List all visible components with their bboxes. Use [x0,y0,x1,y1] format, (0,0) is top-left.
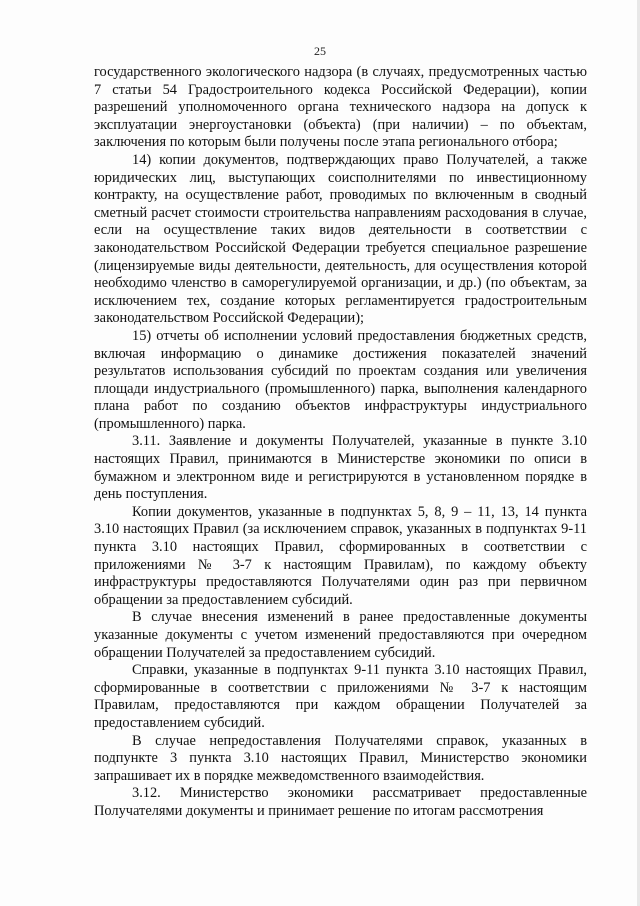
paragraph-item-14: 14) копии документов, подтверждающих право Получателей, а также юридических лиц, выступающих соисполнителями по инвестиционному контракту, на осуществление работ, проводимых по включенным в сводный сметный расчет стоимости строительства направлениям расходования в случае, если на осуществление таких видов деятельности в соответствии с законодательством Российской Федерации требуется специальное разрешение (лицензируемые виды деятельности, деятельность, для осуществления которой необходимо членство в саморегулируемой организации, и др.) (по объектам, за исключением тех, создание которых регламентируется градостроительным законодательством Российской Федерации); [94,151,587,327]
paragraph-changes: В случае внесения изменений в ранее предоставленные документы указанные документы с учетом изменений предоставляются при очередном обращении Получателей за предоставлением субсидий. [94,609,587,661]
paragraph-continuation: государственного экологического надзора (в случаях, предусмотренных частью 7 статьи 54 Градостроительного кодекса Российской Федерации), копии разрешений уполномоченного органа технического надзора на допуск к эксплуатации энергоустановки (объекта) (при наличии) – по объектам, заключения по которым были получены после этапа регионального отбора; [94,64,587,151]
document-body [94,64,587,821]
paragraph-item-15: 15) отчеты об исполнении условий предоставления бюджетных средств, включая информацию о динамике достижения показателей значений результатов использования субсидий по проектам создания или увеличения площади индустриального (промышленного) парка, выполнения календарного плана работ по созданию объектов инфраструктуры индустриального (промышленного) парка. [94,327,587,432]
paragraph-3-11: 3.11. Заявление и документы Получателей, указанные в пункте 3.10 настоящих Правил, принимаются в Министерстве экономики по описи в бумажном и электронном виде и регистрируются в установленном порядке в день поступления. [94,433,587,503]
paragraph-3-12: 3.12. Министерство экономики рассматривает предоставленные Получателями документы и принимает решение по итогам рассмотрения [94,785,587,819]
paragraph-copies: Копии документов, указанные в подпунктах 5, 8, 9 – 11, 13, 14 пункта 3.10 настоящих Правил (за исключением справок, указанных в подпунктах 9-11 пункта 3.10 настоящих Правил, сформированных в соответствии с приложениями № 3-7 к настоящим Правилам), по каждому объекту инфраструктуры предоставляются Получателями один раз при первичном обращении за предоставлением субсидий. [94,503,587,608]
page-number: 25 [314,44,326,58]
paragraph-certificates: Справки, указанные в подпунктах 9-11 пункта 3.10 настоящих Правил, сформированные в соответствии с приложениями № 3-7 к настоящим Правилам, предоставляются при каждом обращении Получателей за предоставлением субсидий. [94,662,587,731]
paragraph-non-submission: В случае непредоставления Получателями справок, указанных в подпункте 3 пункта 3.10 настоящих Правил, Министерство экономики запрашивает их в порядке межведомственного взаимодействия. [94,732,587,784]
